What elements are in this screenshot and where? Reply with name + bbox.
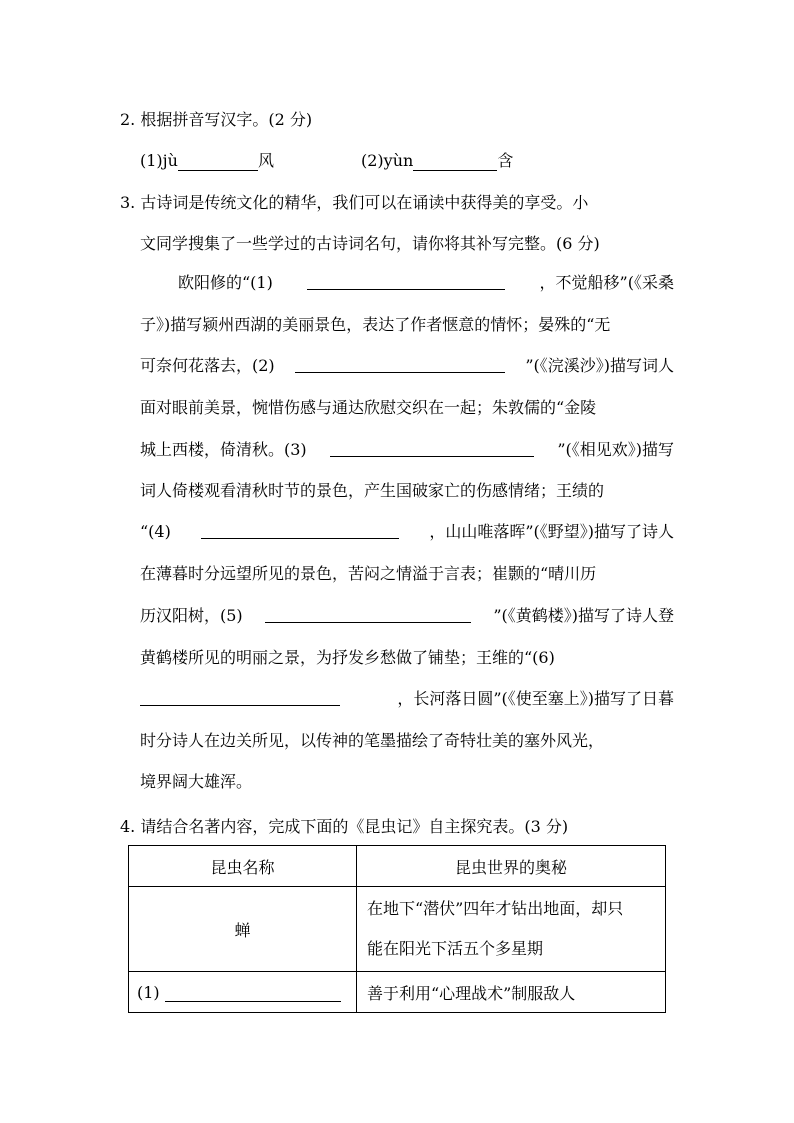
row-1-fact-line-2: 能在阳光下活五个多星期 bbox=[366, 939, 543, 958]
table-row bbox=[129, 972, 666, 1013]
row-2-insect-name bbox=[129, 972, 357, 1013]
q3-line-4: 面对眼前美景，惋惜伤感与通达欣慰交织在一起；朱敦儒的“金陵 bbox=[140, 398, 597, 417]
q3-line-9 bbox=[140, 604, 674, 628]
q4-blank-1[interactable] bbox=[165, 983, 341, 1002]
q2-item-1-suffix: 风 bbox=[257, 151, 274, 170]
q3-line-3 bbox=[140, 354, 674, 378]
table-row bbox=[129, 887, 666, 972]
q3-line-2: 子》)描写颍州西湖的美丽景色，表达了作者惬意的情怀；晏殊的“无 bbox=[140, 315, 611, 334]
q3-line-11-b: ，长河落日圆”(《使至塞上》)描写了日暮 bbox=[397, 689, 674, 708]
row-1-insect-name: 蝉 bbox=[129, 887, 357, 972]
q3-line-13: 境界阔大雄浑。 bbox=[140, 772, 253, 791]
q3-line-7-b: ，山山唯落晖”(《野望》)描写了诗人 bbox=[429, 522, 674, 541]
q2-blank-1[interactable] bbox=[178, 152, 258, 171]
header-insect-mystery: 昆虫世界的奥秘 bbox=[356, 846, 665, 887]
q3-line-1-a: 欧阳修的“(1) bbox=[178, 273, 273, 292]
q3-line-3-a: 可奈何花落去，(2) bbox=[140, 356, 275, 375]
header-insect-name: 昆虫名称 bbox=[129, 846, 357, 887]
q2-item-2-prefix: (2)yùn bbox=[361, 151, 414, 170]
q3-title-text-1: 3. 古诗词是传统文化的精华，我们可以在诵读中获得美的享受。小 bbox=[120, 193, 589, 212]
row-2-insect-fact: 善于利用“心理战术”制服敌人 bbox=[356, 972, 665, 1013]
q3-line-5-a: 城上西楼，倚清秋。(3) bbox=[140, 440, 307, 459]
q2-item-2 bbox=[361, 148, 513, 171]
q3-blank-3[interactable] bbox=[330, 438, 534, 457]
q3-line-1-b: ，不觉船移”(《采桑 bbox=[539, 273, 674, 292]
row-2-prefix: (1) bbox=[137, 982, 160, 1002]
q2-item-1-prefix: (1)jù bbox=[140, 151, 178, 170]
q3-line-3-b: ”(《浣溪沙》)描写词人 bbox=[525, 356, 674, 375]
q3-title-line-2: 文同学搜集了一些学过的古诗词名句，请你将其补写完整。(6 分) bbox=[140, 234, 600, 253]
q3-line-7-a: “(4) bbox=[140, 522, 171, 541]
q3-line-11 bbox=[140, 687, 674, 711]
q3-line-5-b: ”(《相见欢》)描写 bbox=[557, 440, 674, 459]
q3-title-line-1 bbox=[120, 190, 674, 213]
q3-line-8: 在薄暮时分远望所见的景色，苦闷之情溢于言表；崔颢的“晴川历 bbox=[140, 564, 597, 583]
q3-blank-4[interactable] bbox=[201, 520, 399, 539]
q3-line-10: 黄鹤楼所见的明丽之景，为抒发乡愁做了铺垫；王维的“(6) bbox=[140, 648, 555, 667]
q4-table bbox=[128, 845, 666, 1013]
q2-title: 2. 根据拼音写汉字。(2 分) bbox=[120, 110, 313, 129]
q2-item-1 bbox=[140, 148, 274, 171]
table-header-row bbox=[129, 846, 666, 887]
q3-blank-6[interactable] bbox=[140, 687, 340, 706]
q3-line-6: 词人倚楼观看清秋时节的景色，产生国破家亡的伤感情绪；王绩的 bbox=[140, 481, 605, 500]
q3-line-9-a: 历汉阳树，(5) bbox=[140, 606, 243, 625]
row-1-fact-line-1: 在地下“潜伏”四年才钻出地面，却只 bbox=[366, 899, 624, 918]
q2-item-2-suffix: 含 bbox=[497, 151, 514, 170]
q3-line-7 bbox=[140, 520, 674, 544]
q3-blank-5[interactable] bbox=[265, 604, 471, 623]
q3-blank-2[interactable] bbox=[295, 354, 505, 373]
row-1-insect-fact bbox=[356, 887, 665, 972]
q4-title: 4. 请结合名著内容，完成下面的《昆虫记》自主探究表。(3 分) bbox=[120, 817, 569, 836]
q3-line-12: 时分诗人在边关所见，以传神的笔墨描绘了奇特壮美的塞外风光， bbox=[140, 731, 605, 750]
q3-line-5 bbox=[140, 438, 674, 462]
q3-line-9-b: ”(《黄鹤楼》)描写了诗人登 bbox=[493, 606, 674, 625]
q3-blank-1[interactable] bbox=[307, 271, 505, 290]
q3-line-1 bbox=[178, 271, 674, 295]
q2-blank-2[interactable] bbox=[413, 152, 497, 171]
